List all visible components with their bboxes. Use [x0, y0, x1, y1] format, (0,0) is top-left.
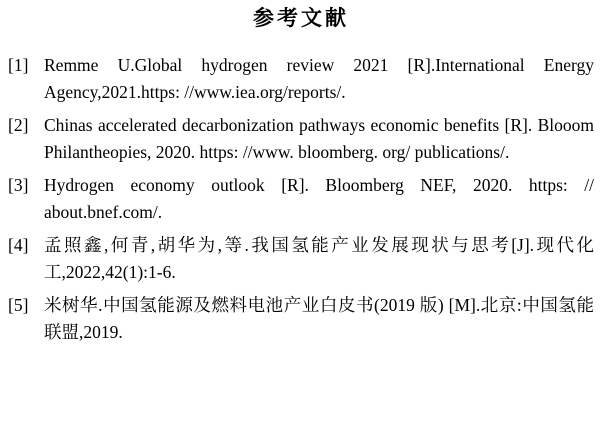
- reference-item-1: [8, 52, 594, 106]
- section-title: 参考文献: [253, 6, 349, 30]
- reference-text: 米树华.中国氢能源及燃料电池产业白皮书(2019 版) [M].北京:中国氢能联盟,2019.: [44, 295, 594, 342]
- reference-list: [8, 52, 594, 346]
- reference-item-2: [8, 112, 594, 166]
- reference-text: 孟照鑫,何青,胡华为,等.我国氢能产业发展现状与思考[J].现代化工,2022,42(1):1-6.: [44, 235, 594, 282]
- reference-text: Remme U.Global hydrogen review 2021 [R].International Energy Agency,2021.https: //www.iea.org/reports/.: [44, 55, 594, 102]
- reference-number: [4]: [8, 235, 29, 255]
- reference-number: [3]: [8, 175, 29, 195]
- reference-item-4: [8, 232, 594, 286]
- reference-item-3: [8, 172, 594, 226]
- reference-number: [1]: [8, 55, 29, 75]
- reference-number: [2]: [8, 115, 29, 135]
- reference-text: Hydrogen economy outlook [R]. Bloomberg NEF, 2020. https: // about.bnef.com/.: [44, 175, 594, 222]
- reference-item-5: [8, 292, 594, 346]
- reference-number: [5]: [8, 295, 29, 315]
- reference-text: Chinas accelerated decarbonization pathways economic benefits [R]. Blooom Philantheopies, 2020. https: //www. bloomberg. org/ publications/.: [44, 115, 594, 162]
